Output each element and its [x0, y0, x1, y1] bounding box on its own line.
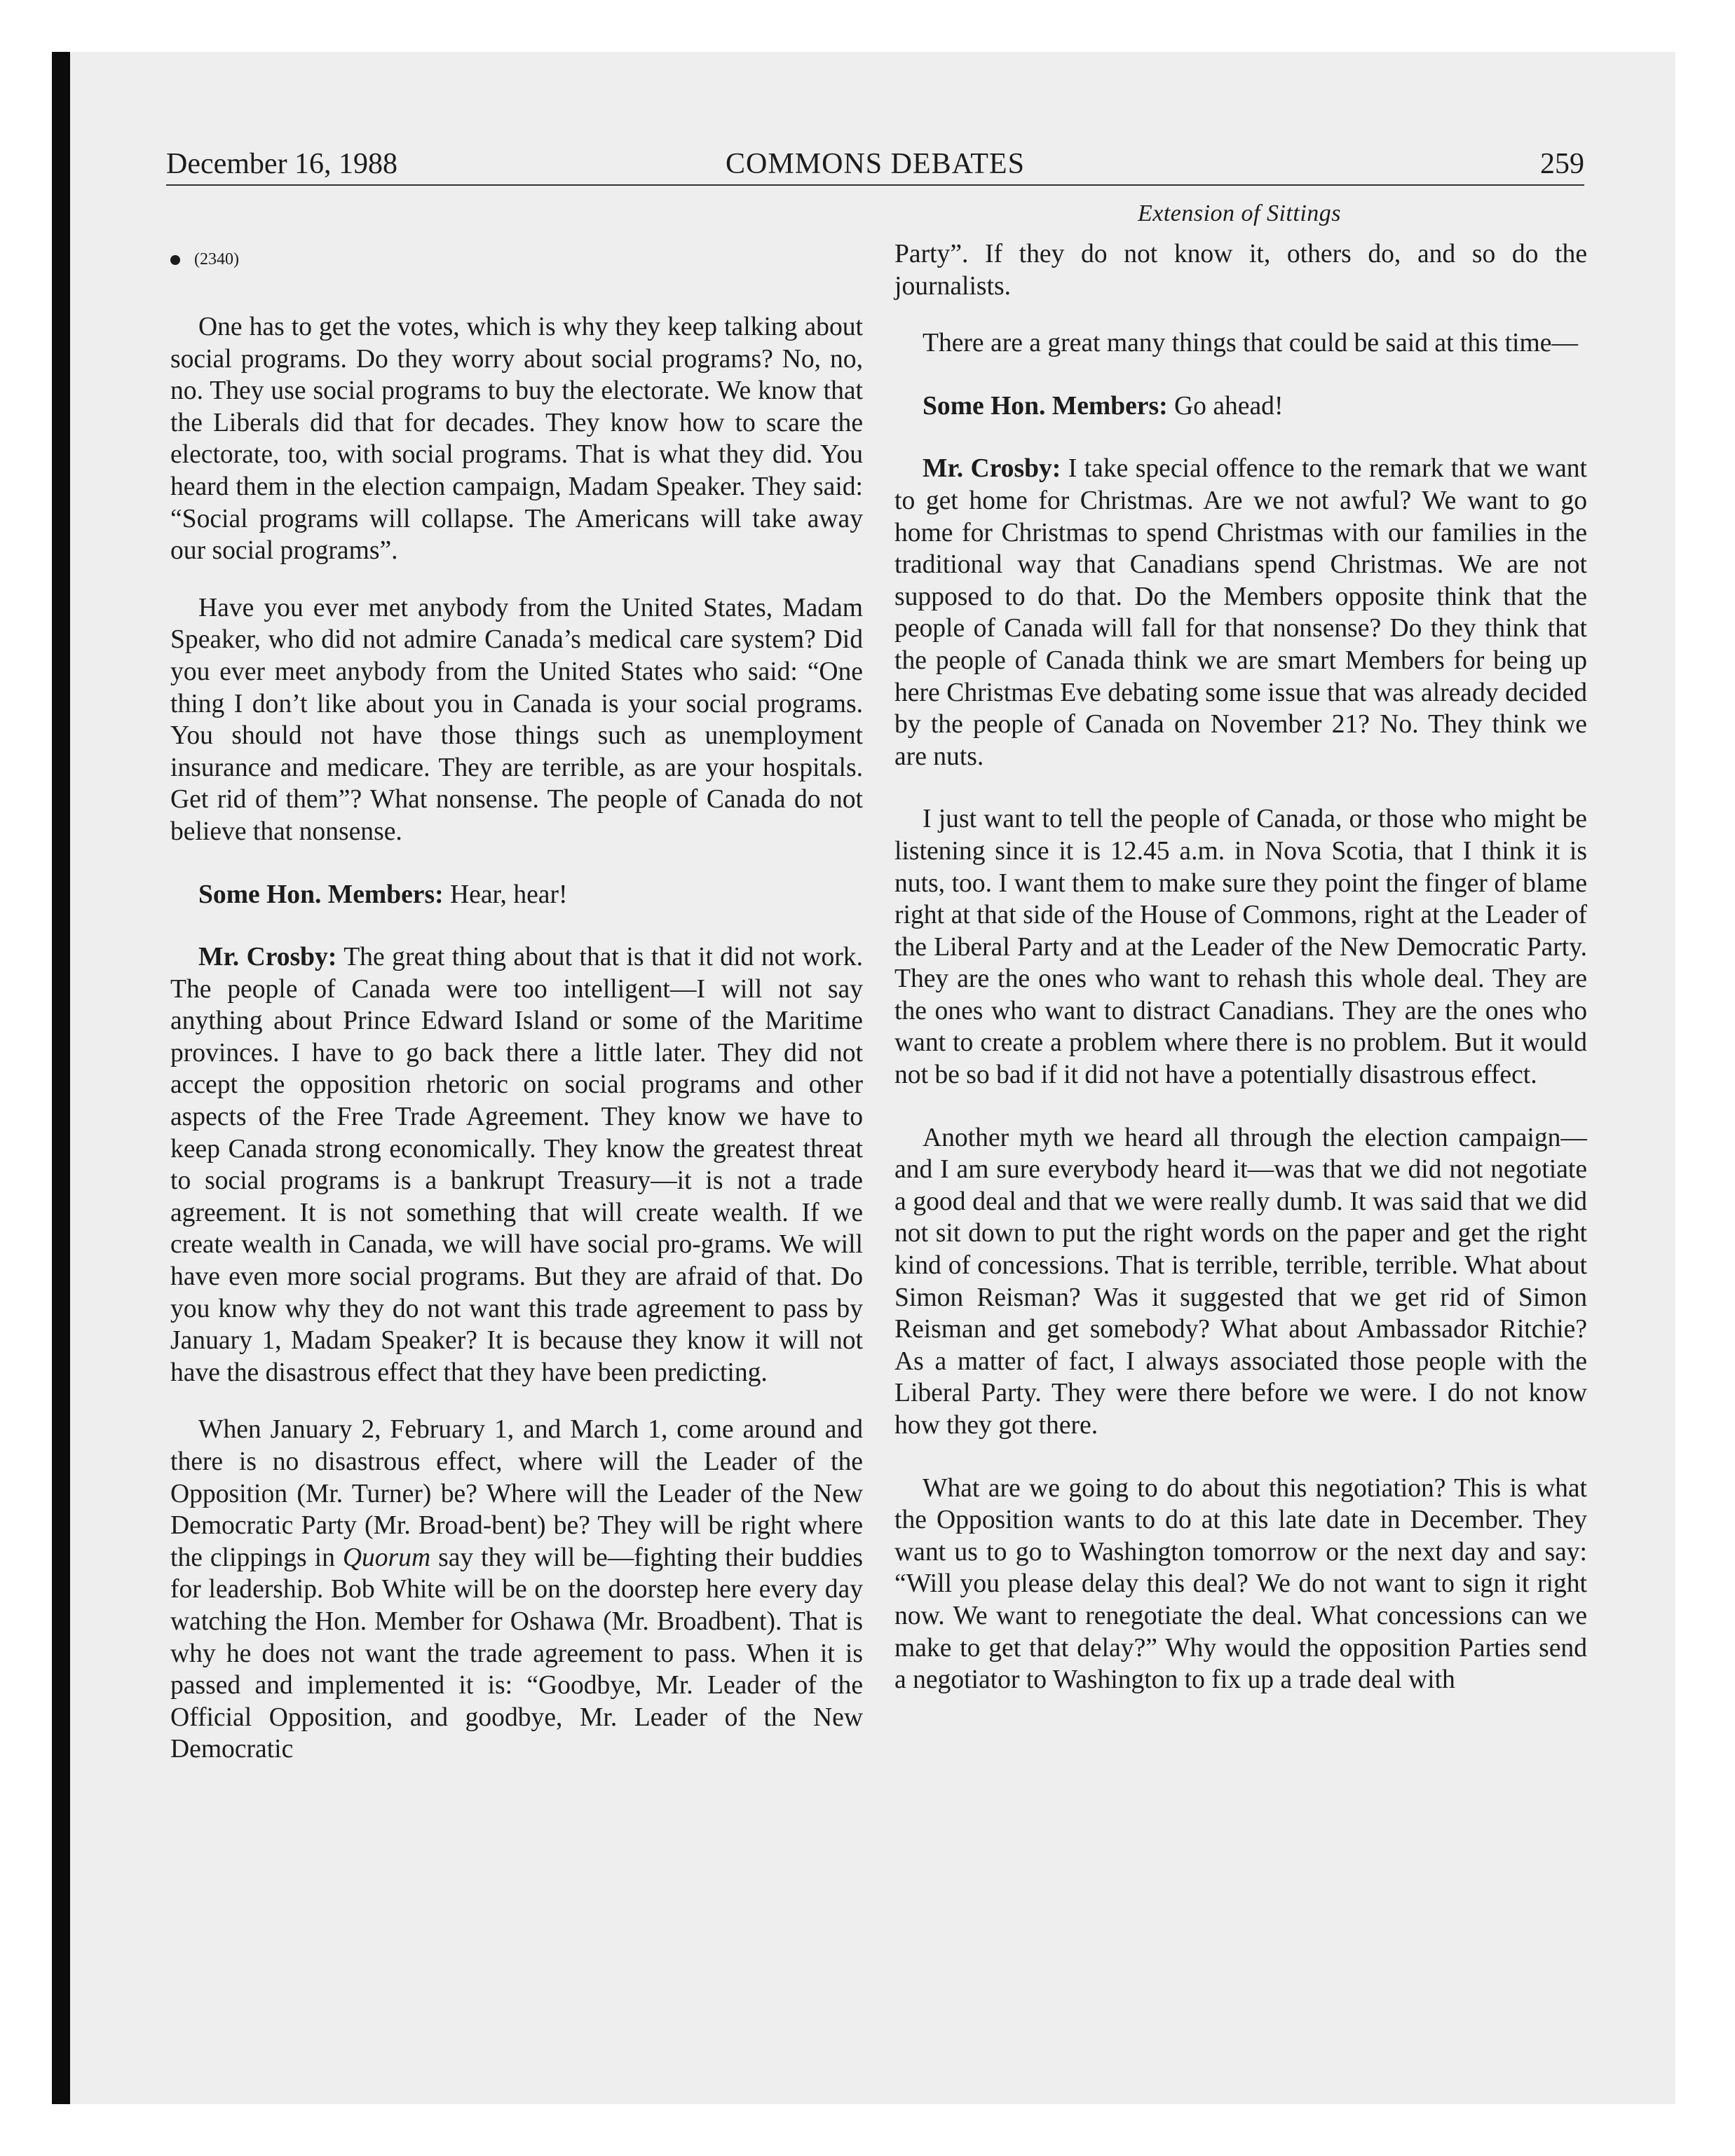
paragraph: Another myth we heard all through the election campaign—and I am sure everybody heard it—was that we did not negotiate a good deal and that we were really dumb. It was said that we did not sit down to put the right words on the paper and get the right kind of concessions. That is terrible, terrible, terrible. What about Simon Reisman? Was it suggested that we get rid of Simon Reisman and get somebody? What about Ambassador Ritchie? As a matter of fact, I always associated those people with the Liberal Party. They were there before we were. I do not know how they got there. — [894, 1123, 1587, 1440]
interjection — [894, 390, 1587, 423]
paragraph: Have you ever met anybody from the United States, Madam Speaker, who did not admire Canada’s medical care system? Did you ever meet anybody from the United States who said: “One thing I don’t like about you in Canada is your social programs. You should not have those things such as unemployment insurance and medicare. They are terrible, as are your hospitals. Get rid of them”? What nonsense. The people of Canada do not believe that nonsense. — [170, 593, 863, 846]
speech-text: Hear, hear! — [443, 880, 568, 909]
speech — [170, 941, 863, 1389]
publication-title: Quorum — [342, 1543, 431, 1572]
speaker-name: Some Hon. Members: — [198, 880, 444, 909]
paragraph: I just want to tell the people of Canada, or those who might be listening since it is 12.45 a.m. in Nova Scotia, that I think it is nuts, too. I want them to make sure they point the finger of blame right at that side of the House of Commons, right at the Leader of the Liberal Party and at the Leader of the New Democratic Party. They are the ones who want to rehash this whole deal. They are the ones who want to distract Canadians. They are the ones who want to create a problem where there is no problem. But it would not be so bad if it did not have a potentially disastrous effect. — [894, 805, 1587, 1090]
paragraph: When January 2, February 1, and March 1, come around and there is no disastrous effect, where will the Leader of the Opposition (Mr. Turner) be? Where will the Leader of the New Democratic Party (Mr. Broad-bent) be? They will be right where the clippings in Quorum say they will be—fighting their buddies for leadership. Bob White will be on the doorstep here every day watching the Hon. Member for Oshawa (Mr. Broadbent). That is why he does not want the trade agreement to pass. When it is passed and implemented it is: “Goodbye, Mr. Leader of the Official Opposition, and goodbye, Mr. Leader of the New Democratic — [170, 1415, 863, 1764]
speech — [894, 453, 1587, 772]
interjection — [170, 879, 863, 911]
speaker-name: Mr. Crosby: — [198, 943, 337, 972]
speech-text: The great thing about that is that it did not work. The people of Canada were too intelligent—I will not say anything about Prince Edward Island or some of the Maritime provinces. I have to go back there a little later. They did not accept the opposition rhetoric on social programs and other aspects of the Free Trade Agreement. They know we have to keep Canada strong economically. They know the greatest threat to social programs is a bankrupt Treasury—it is not a trade agreement. It is not something that will create wealth. If we create wealth in Canada, we will have social pro-grams. We will have even more social programs. But they are afraid of that. Do you know why they do not want this trade agreement to pass by January 1, Madam Speaker? It is because they know it will not have the disastrous effect that they have been predicting. — [170, 943, 863, 1387]
running-header — [166, 147, 1584, 186]
speaker-name: Some Hon. Members: — [923, 391, 1168, 421]
left-column — [170, 238, 863, 1766]
speech-text: I take special offence to the remark that we want to get home for Christmas. Are we not awful? We want to go home for Christmas to spend Christmas with our families in the traditional way that Canadians spend Christmas. We are not supposed to do that. Do the Members opposite think that the people of Canada will fall for that nonsense? Do they think that the people of Canada think we are smart Members for being up here Christmas Eve debating some issue that was already decided by the people of Canada on November 21? No. They think we are nuts. — [894, 454, 1587, 771]
paragraph: There are a great many things that could be said at this time— — [923, 329, 1578, 358]
paragraph: One has to get the votes, which is why they keep talking about social programs. Do they worry about social programs? No, no, no. They use social programs to buy the electorate. We know that the Liberals did that for decades. They know how to scare the electorate, too, with social programs. That is what they did. You heard them in the election campaign, Madam Speaker. They said: “Social programs will collapse. The Americans will take away our social programs”. — [170, 313, 863, 566]
header-publication: COMMONS DEBATES — [726, 148, 1025, 180]
bullet-icon — [170, 255, 180, 265]
header-date: December 16, 1988 — [166, 148, 398, 180]
time-marker: (2340) — [170, 238, 863, 280]
section-title: Extension of Sittings — [1137, 200, 1342, 226]
speech-text: Go ahead! — [1167, 391, 1284, 421]
binding-edge — [52, 52, 70, 2104]
paragraph: What are we going to do about this negotiation? This is what the Opposition wants to do at this late date in December. They want us to go to Washington tomorrow or the next day and say: “Will you please delay this deal? We do not want to sign it right now. We want to renegotiate the deal. What concessions can we make to get that delay?” Why would the opposition Parties send a negotiator to Washington to fix up a trade deal with — [894, 1473, 1587, 1695]
page-number: 259 — [1540, 148, 1584, 180]
right-column — [894, 238, 1587, 1696]
paragraph-continued: Party”. If they do not know it, others do, and so do the journalists. — [894, 240, 1587, 301]
speaker-name: Mr. Crosby: — [923, 454, 1061, 484]
header-rule — [166, 184, 1584, 186]
